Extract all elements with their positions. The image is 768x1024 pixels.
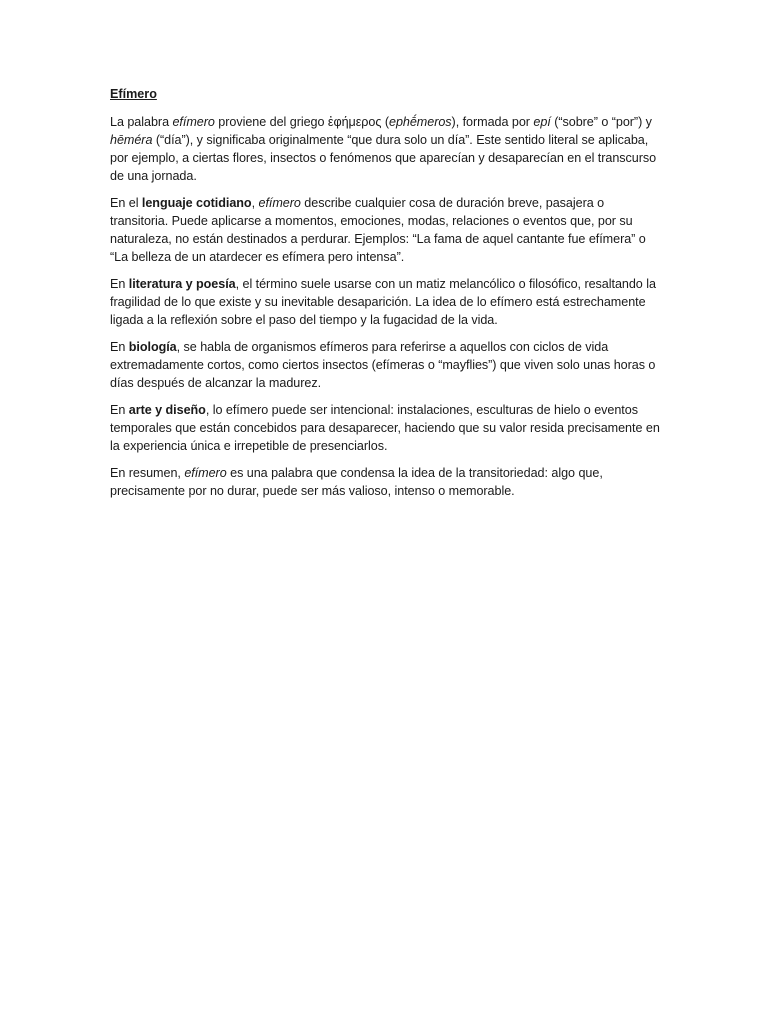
text-segment: La palabra	[110, 115, 173, 129]
paragraph-art-design	[110, 401, 662, 455]
italic-term: hēméra	[110, 133, 153, 147]
bold-term: biología	[128, 340, 177, 354]
bold-term: arte y diseño	[128, 403, 206, 417]
text-segment: , el término suele usarse con un matiz melancólico o filosófico, resaltando la fragilidad de lo que existe y su inevitable desaparición. La idea de lo efímero está estrechamente ligada a la reflexión sobre el paso del tiempo y la fugacidad de la vida.	[110, 277, 656, 327]
italic-term: ephḗmeros	[388, 115, 452, 129]
text-segment: En	[110, 277, 129, 291]
text-segment: (“sobre” o “por”) y	[550, 115, 652, 129]
text-segment: , se habla de organismos efímeros para referirse a aquellos con ciclos de vida extremadamente cortos, como ciertos insectos (efímeras o “mayflies”) que viven solo unas horas o días después de alcanzar la madurez.	[110, 340, 656, 390]
document-body	[110, 85, 662, 509]
document-title: Efímero	[110, 87, 157, 101]
paragraph-literature	[110, 275, 662, 329]
text-segment: , lo efímero puede ser intencional: instalaciones, esculturas de hielo o eventos temporales que están concebidos para desaparecer, haciendo que su valor resida precisamente en la experiencia única e irrepetible de presenciarlos.	[110, 403, 660, 453]
italic-term: efímero	[258, 196, 301, 210]
paragraph-summary	[110, 464, 662, 500]
text-segment: proviene del griego ἐφήμερος (	[214, 115, 389, 129]
italic-term: efímero	[184, 466, 227, 480]
text-segment: ,	[251, 196, 259, 210]
text-segment: es una palabra que condensa la idea de la transitoriedad: algo que, precisamente por no durar, puede ser más valioso, intenso o memorable.	[110, 466, 603, 498]
text-segment: En	[110, 340, 129, 354]
text-segment: ), formada por	[451, 115, 534, 129]
italic-term: epí	[533, 115, 551, 129]
bold-term: literatura y poesía	[128, 277, 236, 291]
italic-term: efímero	[172, 115, 215, 129]
text-segment: En resumen,	[110, 466, 185, 480]
bold-term: lenguaje cotidiano	[141, 196, 252, 210]
paragraph-everyday-language	[110, 194, 662, 266]
text-segment: En el	[110, 196, 142, 210]
text-segment: En	[110, 403, 129, 417]
text-segment: describe cualquier cosa de duración breve, pasajera o transitoria. Puede aplicarse a momentos, emociones, modas, relaciones o eventos que, por su naturaleza, no están destinados a perdurar. Ejemplos: “La fama de aquel cantante fue efímera” o “La belleza de un atardecer es efímera pero intensa”.	[110, 196, 646, 264]
paragraph-etymology	[110, 113, 662, 185]
paragraph-biology	[110, 338, 662, 392]
text-segment: (“día”), y significaba originalmente “que dura solo un día”. Este sentido literal se aplicaba, por ejemplo, a ciertas flores, insectos o fenómenos que aparecían y desaparecían en el transcurso de una jornada.	[110, 133, 657, 183]
